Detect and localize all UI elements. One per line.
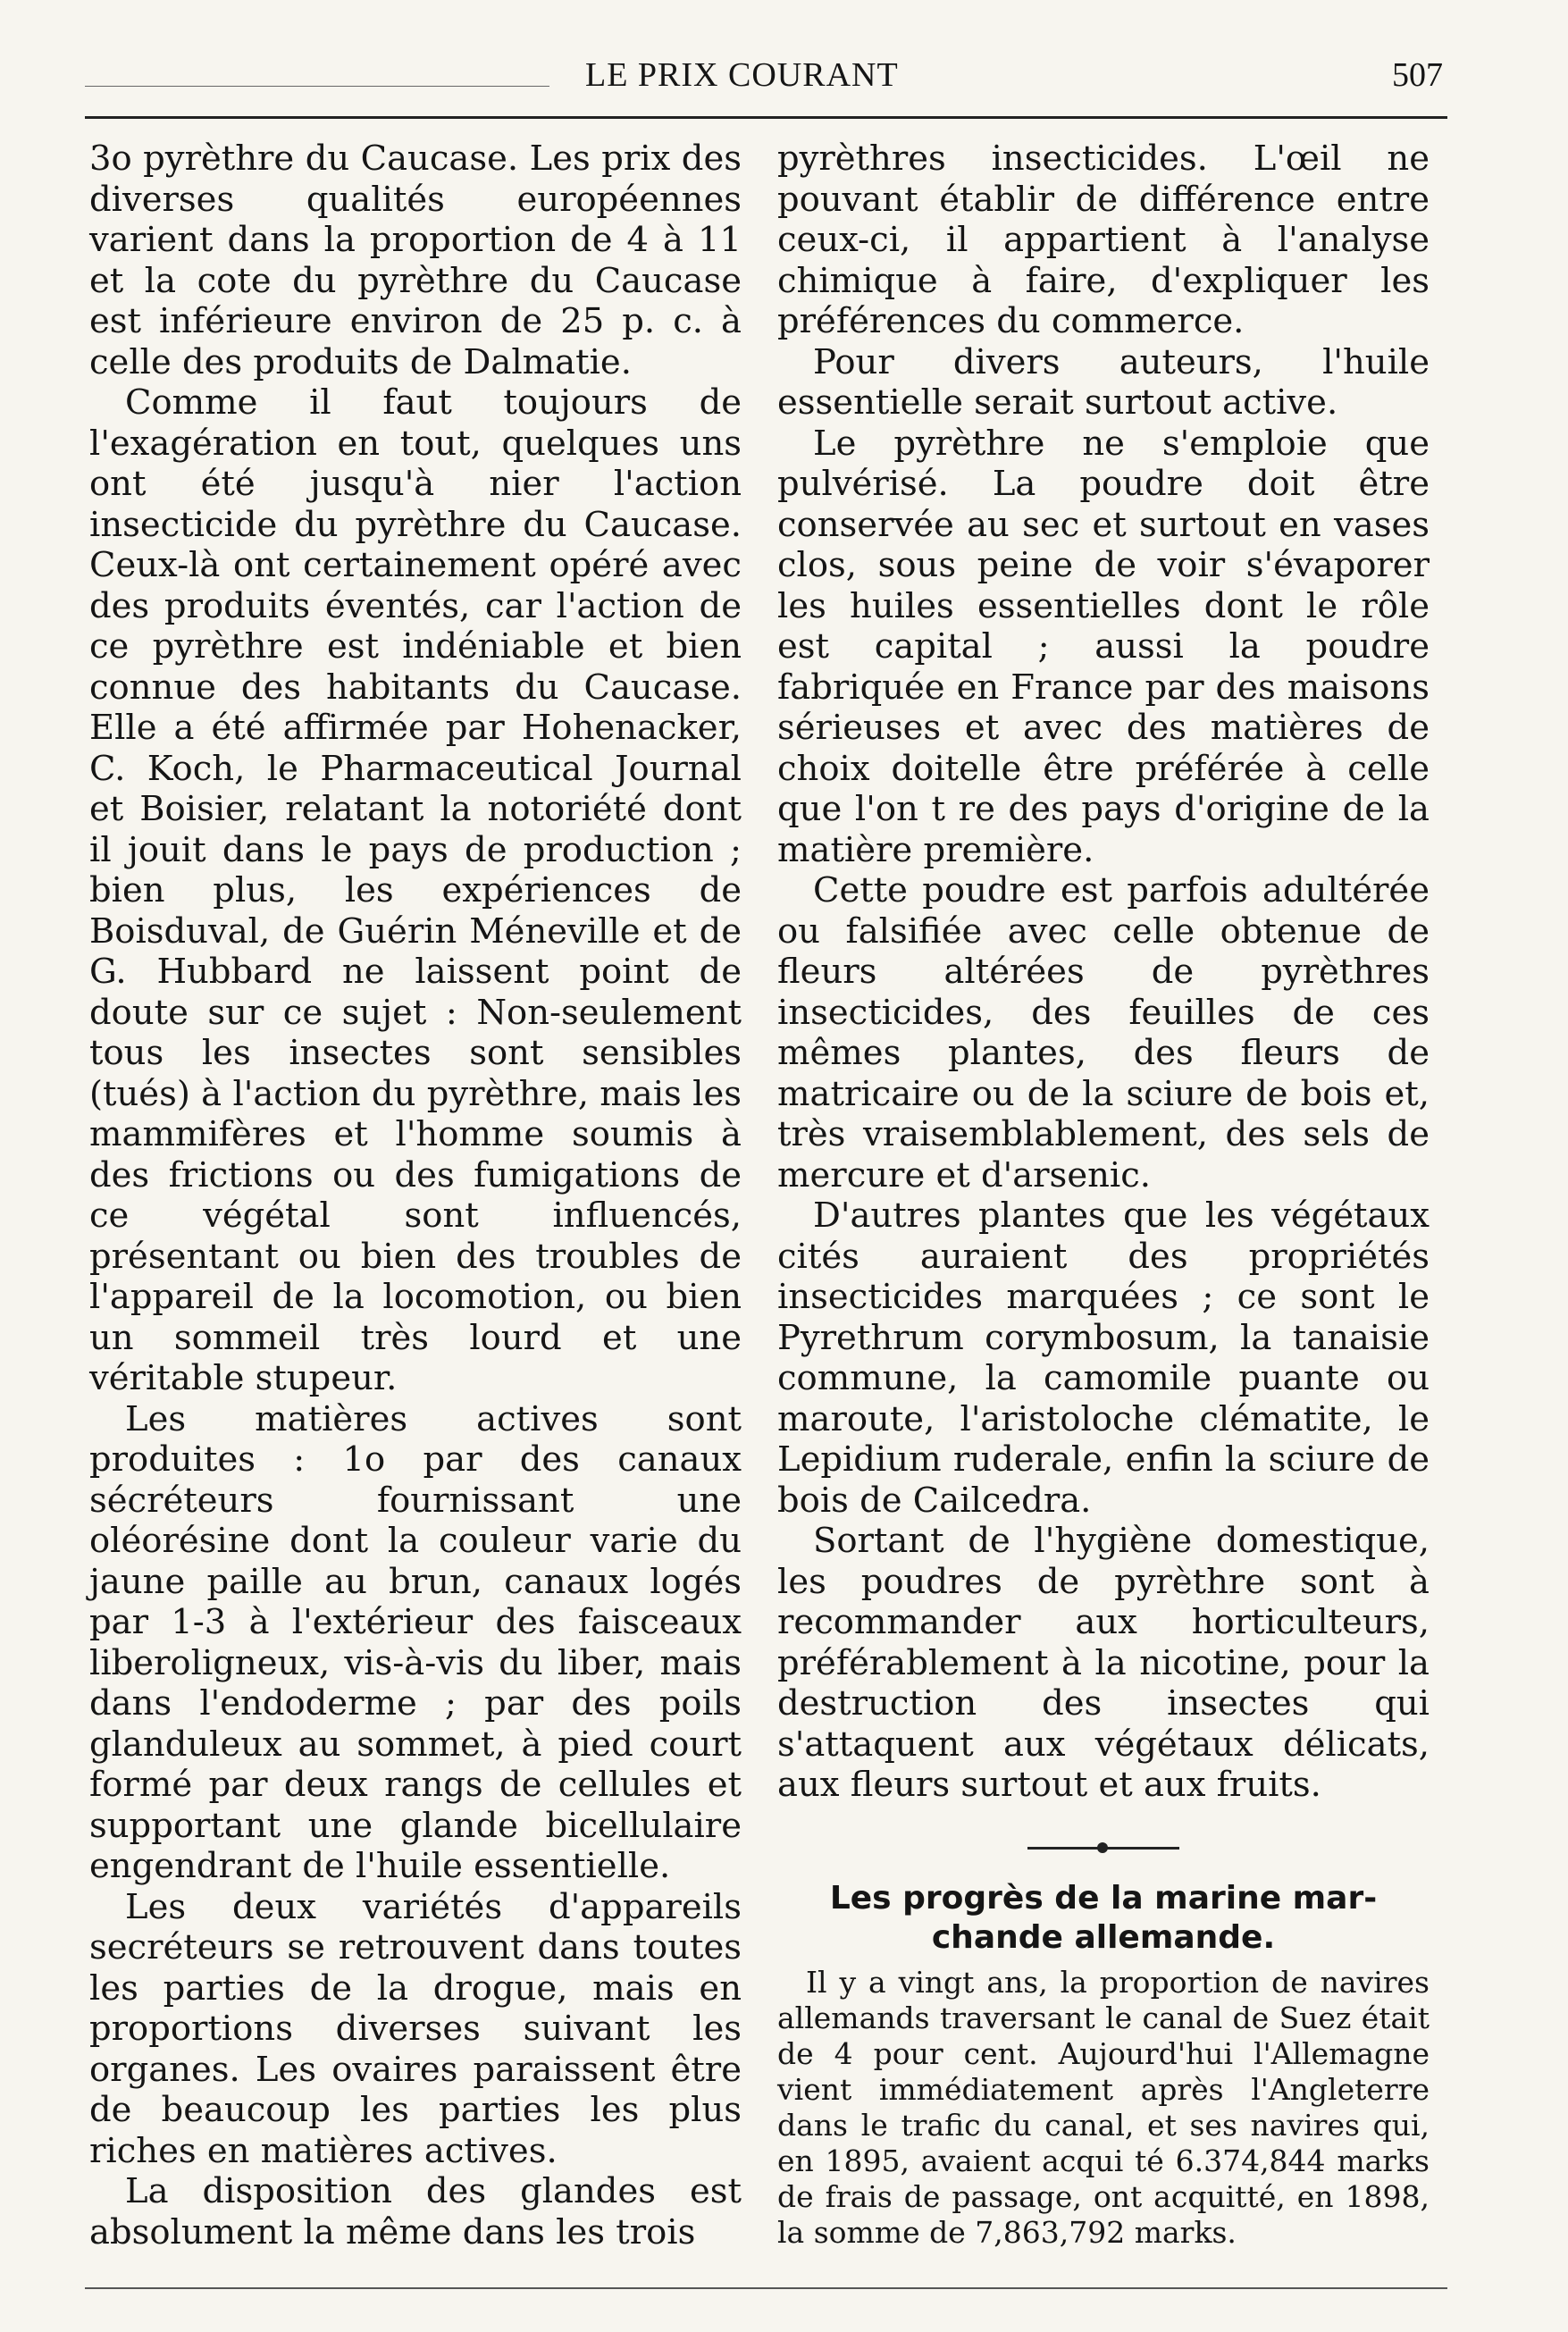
left-paragraph-1: 3o pyrèthre du Caucase. Les prix des diverses qualités européennes varient dans la proportion de 4 à 11 et la cote du pyrèthre du Caucase est inférieure environ de 25 p. c. à celle des produits de Dalmatie.	[89, 138, 742, 382]
article-body	[777, 1965, 1430, 2251]
article-heading-line-2: chande allemande.	[931, 1918, 1276, 1956]
right-paragraph-5: D'autres plantes que les végétaux cités auraient des propriétés insecticides marquées ; ce sont le Pyrethrum corymbosum, la tanaisie commune, la camomile puante ou maroute, l'aristoloche clématite, le Lepidium ruderale, enfin la sciure de bois de Cailcedra.	[777, 1195, 1430, 1521]
left-paragraph-2: Comme il faut toujours de l'exagération en tout, quelques uns ont été jusqu'à nier l'action insecticide du pyrèthre du Caucase. Ceux-là ont certainement opéré avec des produits éventés, car l'action de ce pyrèthre est indéniable et bien connue des habitants du Caucase. Elle a été affirmée par Hohenacker, C. Koch, le Pharmaceutical Journal et Boisier, relatant la notoriété dont il jouit dans le pays de production ; bien plus, les expériences de Boisduval, de Guérin Méneville et de G. Hubbard ne laissent point de doute sur ce sujet : Non-seulement tous les insectes sont sensibles (tués) à l'action du pyrèthre, mais les mammifères et l'homme soumis à des frictions ou des fumigations de ce végétal sont influencés, présentant ou bien des troubles de l'appareil de la locomotion, ou bien un sommeil très lourd et une véritable stupeur.	[89, 382, 742, 1398]
running-title: LE PRIX COURANT	[585, 56, 899, 94]
article-heading	[777, 1879, 1430, 1958]
left-paragraph-3: Les matières actives sont produites : 1o par des canaux sécréteurs fournissant une oléorésine dont la couleur varie du jaune paille au brun, canaux logés par 1-3 à l'extérieur des faisceaux liberoligneux, vis-à-vis du liber, mais dans l'endoderme ; par des poils glanduleux au sommet, à pied court formé par deux rangs de cellules et supportant une glande bicellulaire engendrant de l'huile essentielle.	[89, 1398, 742, 1886]
right-paragraph-6: Sortant de l'hygiène domestique, les poudres de pyrèthre sont à recommander aux horticulteurs, préférablement à la nicotine, pour la destruction des insectes qui s'attaquent aux végétaux délicats, aux fleurs surtout et aux fruits.	[777, 1521, 1430, 1805]
right-column	[777, 138, 1430, 2251]
header-rule	[85, 116, 1447, 119]
page-number: 507	[1392, 56, 1443, 94]
section-divider-ornament	[1027, 1841, 1179, 1854]
page-header	[85, 55, 1443, 109]
article-heading-line-1: Les progrès de la marine mar-	[829, 1879, 1378, 1917]
right-paragraph-2: Pour divers auteurs, l'huile essentielle serait surtout active.	[777, 341, 1430, 423]
left-paragraph-5: La disposition des glandes est absolument la même dans les trois	[89, 2171, 742, 2252]
article-paragraph: Il y a vingt ans, la proportion de navires allemands traversant le canal de Suez était de 4 pour cent. Aujourd'hui l'Allemagne vient immédiatement après l'Angleterre dans le trafic du canal, et ses navires qui, en 1895, avaient acqui té 6.374,844 marks de frais de passage, ont acquitté, en 1898, la somme de 7,863,792 marks.	[777, 1964, 1430, 2250]
right-paragraph-4: Cette poudre est parfois adultérée ou falsifiée avec celle obtenue de fleurs altérées de pyrèthres insecticides, des feuilles de ces mêmes plantes, des fleurs de matricaire ou de la sciure de bois et, très vraisemblablement, des sels de mercure et d'arsenic.	[777, 870, 1430, 1195]
left-column	[89, 138, 742, 2252]
right-paragraph-3: Le pyrèthre ne s'emploie que pulvérisé. La poudre doit être conservée au sec et surtout en vases clos, sous peine de voir s'évaporer les huiles essentielles dont le rôle est capital ; aussi la poudre fabriquée en France par des maisons sérieuses et avec des matières de choix doitelle être préférée à celle que l'on t re des pays d'origine de la matière première.	[777, 423, 1430, 870]
footer-rule	[85, 2287, 1447, 2289]
right-paragraph-1: pyrèthres insecticides. L'œil ne pouvant établir de différence entre ceux-ci, il appartient à l'analyse chimique à faire, d'expliquer les préférences du commerce.	[777, 138, 1430, 341]
left-paragraph-4: Les deux variétés d'appareils secréteurs se retrouvent dans toutes les parties de la drogue, mais en proportions diverses suivant les organes. Les ovaires paraissent être de beaucoup les parties les plus riches en matières actives.	[89, 1886, 742, 2171]
divider-dot	[1097, 1842, 1108, 1853]
